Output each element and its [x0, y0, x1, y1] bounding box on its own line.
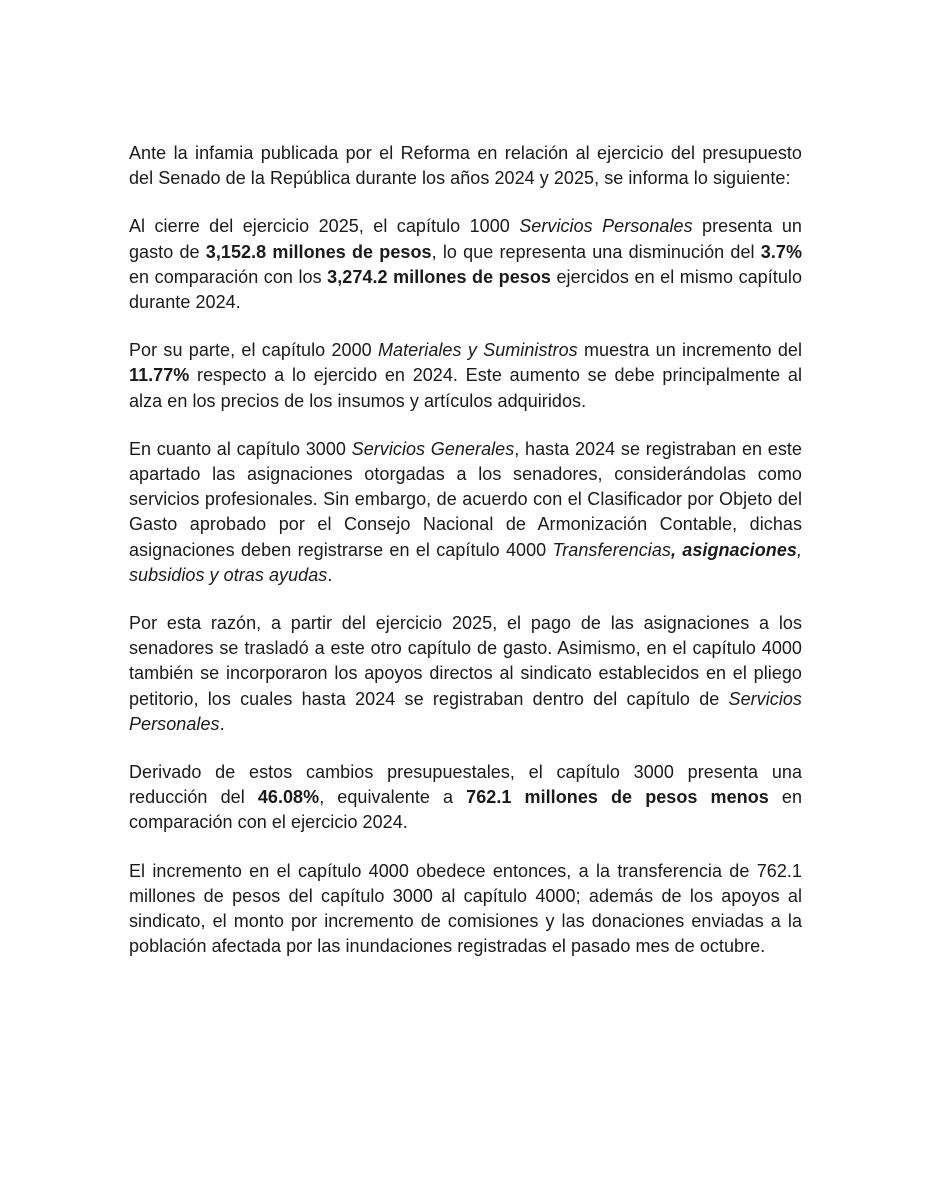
text-run: Por su parte, el capítulo 2000	[129, 340, 379, 361]
paragraph-capitulo-3000	[129, 437, 802, 588]
paragraph-intro	[129, 141, 802, 191]
text-run: El incremento en el capítulo 4000 obedece entonces, a la transferencia de 762.1 millones de pesos del capítulo 3000 al capítulo 4000; además de los apoyos al sindicato, el monto por incremento de comisiones y las donaciones enviadas a la población afectada por las inundaciones registradas el pasado mes de octubre.	[129, 860, 802, 957]
text-run: respecto a lo ejercido en 2024. Este aumento se debe principalmente al alza en los precios de los insumos y artículos adquiridos.	[129, 365, 802, 411]
text-run: en comparación con el ejercicio 2024.	[129, 787, 803, 833]
text-run: , lo que representa una disminución del	[431, 241, 761, 262]
highlight-percent: 46.08%	[257, 787, 320, 808]
emphasis-chapter-name: Servicios Generales	[351, 438, 515, 459]
text-run: En cuanto al capítulo 3000	[129, 438, 352, 459]
emphasis-chapter-name: Materiales y Suministros	[378, 340, 578, 361]
text-run: Ante la infamia publicada por el Reforma en relación al ejercicio del presupuesto del Senado de la República durante los años 2024 y 2025, se informa lo siguiente:	[129, 143, 802, 189]
text-run: Derivado de estos cambios presupuestales, el capítulo 3000 presenta una reducción del	[129, 762, 802, 808]
text-run: Al cierre del ejercicio 2025, el capítulo 1000	[129, 216, 520, 237]
text-run: Por esta razón, a partir del ejercicio 2025, el pago de las asignaciones a los senadores se trasladó a este otro capítulo de gasto. Asimismo, en el capítulo 4000 también se incorporaron los apoyos directos al sindicato establecidos en el pliego petitorio, los cuales hasta 2024 se registraban dentro del capítulo de	[129, 613, 802, 709]
text-run: presenta un gasto de	[129, 216, 802, 262]
text-run: , hasta 2024 se registraban en este apartado las asignaciones otorgadas a los senadores, considerándolas como servicios profesionales. Sin embargo, de acuerdo con el Clasificador por Objeto del Gasto aprobado por el Consejo Nacional de Armonización Contable, dichas asignaciones deben registrarse en el capítulo 4000	[129, 438, 802, 560]
text-run: ejercidos en el mismo capítulo durante 2024.	[129, 266, 803, 313]
text-run: muestra un incremento del	[577, 340, 802, 361]
text-run: , equivalente a	[319, 787, 467, 808]
emphasis-chapter-name: Transferencias	[552, 539, 671, 560]
text-run: en comparación con los	[129, 266, 328, 287]
document-body	[129, 141, 802, 982]
highlight-amount: 3,274.2 millones de pesos	[327, 266, 551, 287]
paragraph-capitulo-2000	[129, 338, 802, 414]
text-run: .	[219, 713, 225, 734]
emphasis-chapter-name-bold: , asignaciones	[670, 539, 797, 560]
highlight-percent: 11.77%	[129, 365, 190, 386]
paragraph-incremento-4000	[129, 859, 802, 960]
highlight-amount: 762.1 millones de pesos menos	[466, 787, 769, 808]
text-run: .	[327, 564, 333, 585]
highlight-percent: 3.7%	[760, 241, 802, 262]
paragraph-capitulo-1000	[129, 214, 802, 315]
paragraph-razon-traslado	[129, 611, 802, 737]
emphasis-chapter-name: Servicios Personales	[519, 216, 693, 237]
highlight-amount: 3,152.8 millones de pesos	[205, 241, 432, 262]
emphasis-chapter-name: Servicios Personales	[129, 688, 802, 734]
paragraph-reduccion-3000	[129, 760, 802, 836]
emphasis-chapter-name: , subsidios y otras ayudas	[129, 539, 803, 585]
